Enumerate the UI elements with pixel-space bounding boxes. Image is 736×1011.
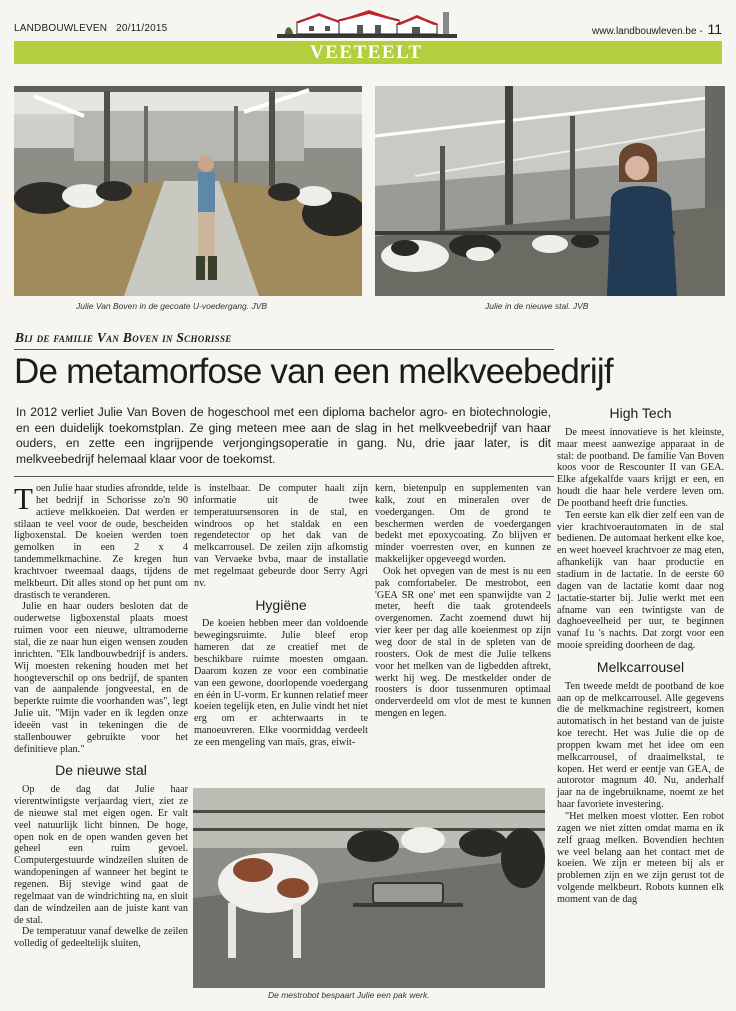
article-lead: In 2012 verliet Julie Van Boven de hogeschool met een diploma bachelor agro- en biotechnologie, en een duidelijk toekomstplan. Ze ging meteen mee aan de slag in het melkveebedrijf van haar ouders, en zette een ingrijpende verjongingsoperatie in gang. Nu, drie jaar later, is dit melkveebedrijf helemaal klaar voor de toekomst. <box>16 405 551 466</box>
paragraph: Ten tweede meldt de pootband de koe aan op de melkcarrousel. Alle gegevens die de melkmachine registreert, komen automatisch in het bestand van de juiste koe terecht. Het was Julie die op de proppen kwam met het idee om een melkcarrousel, of draaimelkstal, te kopen. Het werd er eentje van GEA, de autorotor magnum 40. Nu, anderhalf jaar na de ingebruikname, noemt ze het haar favoriete investering. <box>557 680 724 811</box>
website: www.landbouwleven.be - <box>592 26 703 37</box>
article-column-4 <box>557 405 724 906</box>
article-kicker: Bij de familie Van Boven in Schorisse <box>15 330 232 345</box>
subheading-hygiene: Hygiëne <box>255 596 307 613</box>
paragraph: Op de dag dat Julie haar vierentwintigste verjaardag viert, ziet ze de nieuwe stal met eigen ogen. Er valt veel natuurlijk licht binnen. De hoge, open nok en de open wanden geven het geheel een ruim gevoel. Computergestuurde windzeilen sluiten de wandopeningen af wanneer het begint te regenen. Bij stevige wind gaat de regelmaat van de windrichting na, en sluit dan de windzeilen aan de juiste kant van de stal. <box>14 784 188 926</box>
paragraph-text: oen Julie haar studies afrondde, telde het bedrijf in Schorisse zo'n 90 actieve melkkoeien. Dat werden er stilaan te veel voor de oude, bescheiden ligboxenstal. De koeien werden toen gemolken in een 2 x 4 tandemmelkmachine. Ze kregen hun krachtvoer tweemaal daags, tijdens de melkbeurt. Dit alles stond op het punt om drastisch te veranderen. <box>14 483 188 601</box>
paragraph: De koeien hebben meer dan voldoende bewegingsruimte. Julie bleef erop hameren dat ze creatief met de beschikbare ruimte moesten omgaan. Daarom kozen ze voor een combinatie van een gewone, doorlopende voedergang en één in U-vorm. Er kunnen relatief meer koeien tegelijk eten, en Julie vindt het niet erg om er achterwaarts in te manoeuvreren. Elke voormiddag verdeelt ze een mengeling van maïs, gras, eiwit- <box>194 618 368 748</box>
paragraph: "Het melken moest vlotter. Een robot zagen we niet zitten omdat mama en ik zelf graag melken. Bovendien hechten we veel belang aan het contact met de koeien. We zijn er meteen bij als er problemen zijn en we zijn gerust tot de volgende melkbeurt. Robots kunnen elk moment van de dag <box>557 811 724 905</box>
article-headline: De metamorfose van een melkveebedrijf <box>14 352 613 391</box>
article-column-3 <box>375 483 551 720</box>
subheading-high-tech: High Tech <box>609 405 672 421</box>
paragraph: Ten eerste kan elk dier zelf een van de vier krachtvoerautomaten in de stal bedienen. De automaat herkent elke koe, en weet hoeveel krachtvoer ze mag eten, afhankelijk van haar productie en stadium in de lactatie. In de eerste 60 dagen van de lactatie komt daar nog lactatie-starter bij. Julie werkt met een afname van een twintigste van de daghoeveelheid per uur, te beginnen vanaf 1u 's nachts. Dat zorgt voor een mooie spreiding doorheen de dag. <box>557 509 724 652</box>
lead-rule <box>14 476 554 477</box>
section-band <box>14 41 722 64</box>
article-column-2 <box>194 483 368 749</box>
paragraph: is instelbaar. De computer haalt zijn informatie uit de twee temperatuursensoren in de stal, en windroos op het staldak en een regendetector op het dak van de melkcarrousel. De zeilen zijn afkomstig van Vervaeke bvba, maar de installatie met regelmaat gebeurde door Serry Agri nv. <box>194 483 368 589</box>
article-column-1 <box>14 483 188 950</box>
farm-logo <box>277 8 457 42</box>
paragraph: De temperatuur vanaf dewelke de zeilen volledig of gedeeltelijk sluiten, <box>14 926 188 950</box>
photo-mestrobot <box>193 788 545 988</box>
paragraph: Julie en haar ouders besloten dat de ouderwetse ligboxenstal plaats moest ruimen voor een nieuwe, ultramoderne stal, die ze naar hun eigen wensen zouden inrichten. "Elk landbouwbedrijf is anders. Wij moesten rekening houden met het hoogteverschil op ons bedrijf, de spanten van de aanpalende jongveestal, en de beperkte ruimte die voorhanden was", legt Julie uit. "Mijn vader en ik legden onze ideeën vast in tekeningen die de stallenbouwer gebruikte voor het definitieve plan." <box>14 601 188 755</box>
kicker-rule <box>14 349 554 350</box>
photo-caption-2: Julie in de nieuwe stal. JVB <box>485 301 589 311</box>
header-right <box>592 21 722 37</box>
page-number: 11 <box>707 21 722 37</box>
photo-julie-nieuwe-stal <box>375 86 725 296</box>
paragraph: Ook het opvegen van de mest is nu een pak comfortabeler. De mestrobot, een 'GEA SR one' met een spanwijdte van 2 meter, heeft die taak grotendeels overgenomen. Zacht zoemend duwt hij vier keer per dag alle koeienmest op zijn weg door de stal in de spleten van de roosters. Ook de mest die Julie telkens voor het melken van de ligbedden aftrekt, werkt hij weg. De mestkelder onder de roosters is door tussenmuren optimaal onderverdeeld om vlot de mest te kunnen mengen en legen. <box>375 565 551 720</box>
photo-julie-voedergang <box>14 86 362 296</box>
photo-caption-3: De mestrobot bespaart Julie een pak werk. <box>268 990 430 1000</box>
paragraph <box>14 483 188 601</box>
paragraph: kern, bietenpulp en supplementen van kalk, zout en mineralen over de voedergangen. Om de grond te beschermen werden de voedergangen bedekt met epoxycoating. Zo blijven er minder voerresten over, en kunnen ze makkelijker opgeveegd worden. <box>375 483 551 566</box>
section-title: VEETEELT <box>310 42 423 63</box>
paper-name: LANDBOUWLEVEN <box>14 23 108 34</box>
subheading-nieuwe-stal: De nieuwe stal <box>55 762 147 779</box>
drop-cap: T <box>14 481 33 516</box>
paragraph: De meest innovatieve is het kleinste, maar meest aanwezige apparaat in de stal: de pootband. De familie Van Boven koos voor de Rescounter II van GEA. Elke afgekalfde vaars krijgt er een, en houdt die haar hele verdere leven om. De pootband heeft drie functies. <box>557 426 724 509</box>
issue-date: 20/11/2015 <box>116 23 168 34</box>
subheading-melkcarrousel: Melkcarrousel <box>596 658 685 675</box>
header-left <box>14 23 167 34</box>
photo-caption-1: Julie Van Boven in de gecoate U-voedergang. JVB <box>76 301 268 311</box>
